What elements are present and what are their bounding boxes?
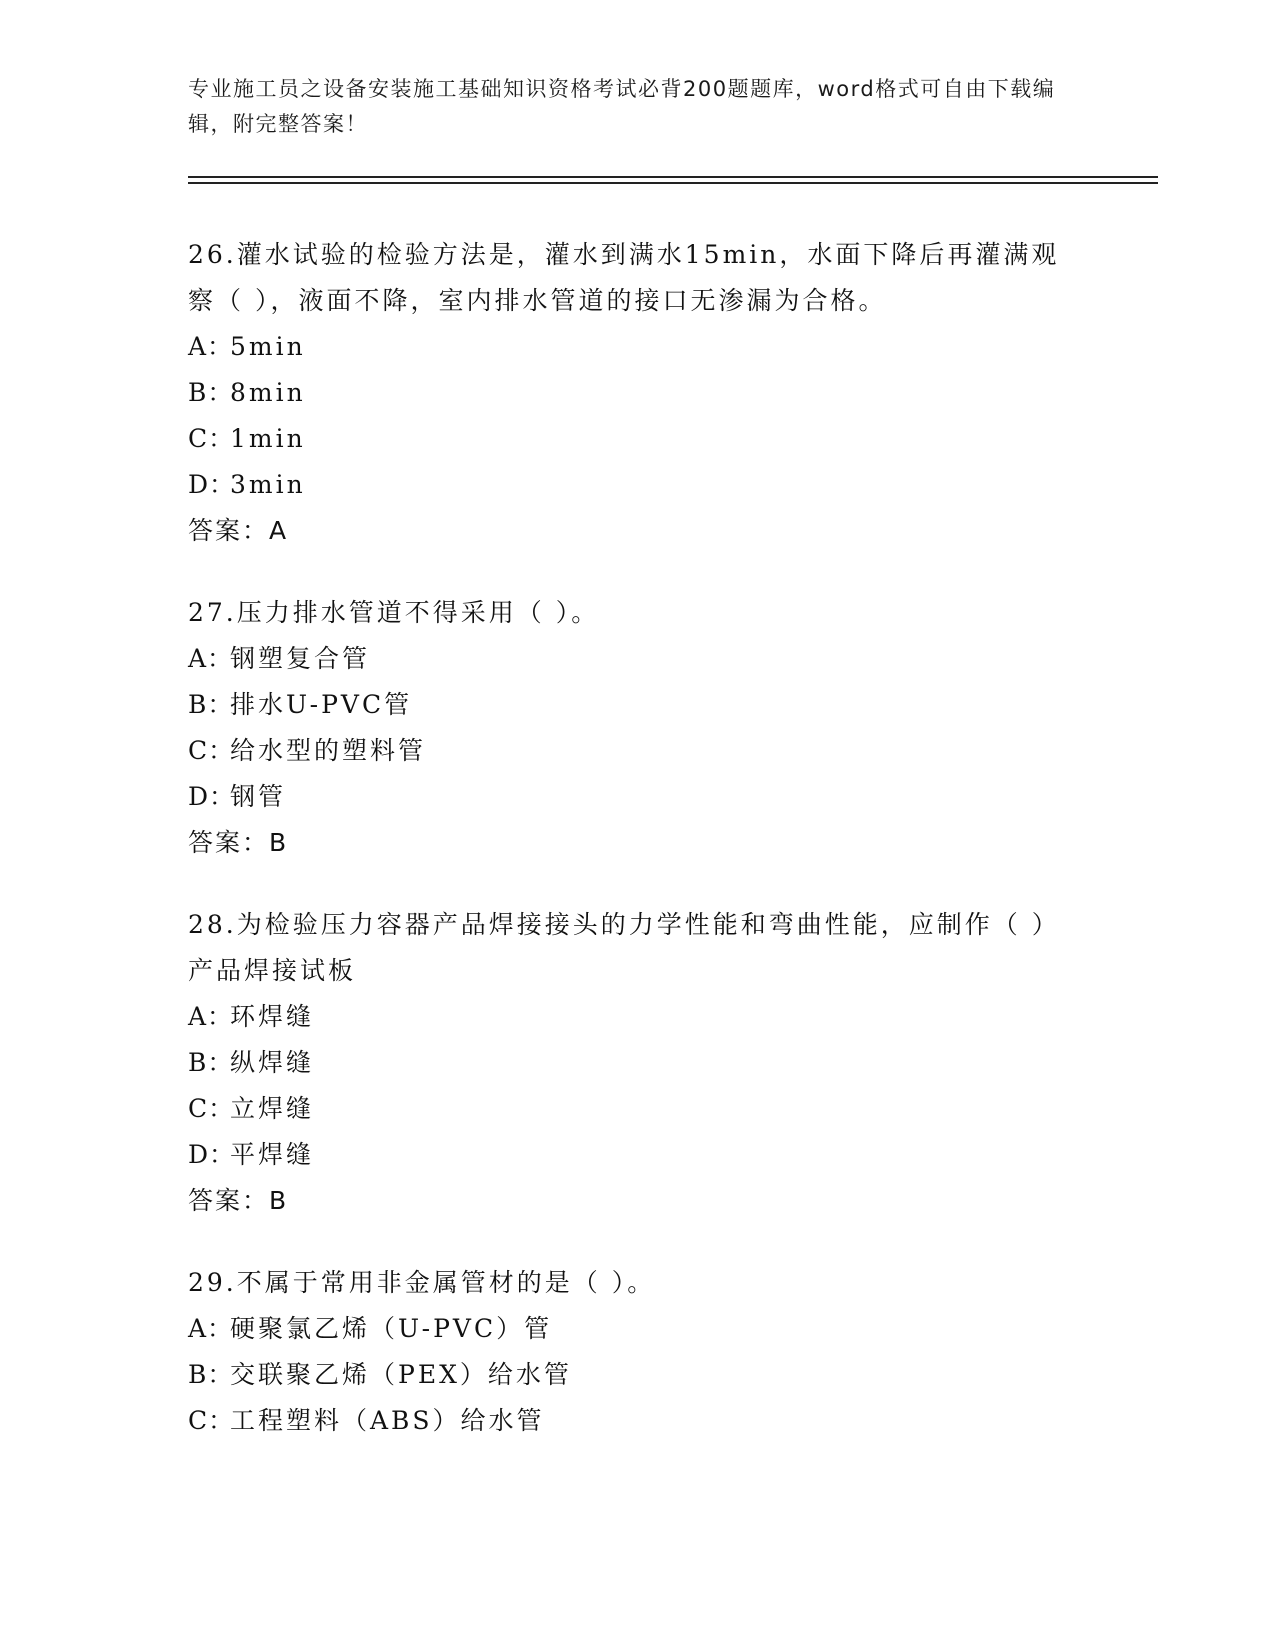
answer-line: 答案：B bbox=[188, 1186, 289, 1215]
option-c bbox=[188, 728, 1068, 774]
option-key: A： bbox=[188, 332, 234, 361]
option-b bbox=[188, 682, 1068, 728]
option-key: C： bbox=[188, 1094, 235, 1123]
question-28 bbox=[188, 902, 1068, 1224]
option-d bbox=[188, 774, 1068, 820]
question-26 bbox=[188, 232, 1068, 554]
header-divider-bottom bbox=[188, 182, 1158, 184]
option-key: A： bbox=[188, 1002, 234, 1031]
option-key: B： bbox=[188, 378, 234, 407]
option-text: 工程塑料（ABS）给水管 bbox=[230, 1406, 545, 1435]
answer-line: 答案：B bbox=[188, 828, 289, 857]
option-a bbox=[188, 324, 1068, 370]
option-key: D： bbox=[188, 782, 236, 811]
option-text: 钢塑复合管 bbox=[230, 644, 371, 673]
option-text: 1min bbox=[230, 424, 306, 453]
option-text: 3min bbox=[230, 470, 306, 499]
option-text: 立焊缝 bbox=[230, 1094, 315, 1123]
option-c bbox=[188, 1398, 1068, 1444]
question-stem: 27.压力排水管道不得采用（ ）。 bbox=[188, 598, 600, 627]
option-text: 纵焊缝 bbox=[230, 1048, 315, 1077]
header-divider-top bbox=[188, 176, 1158, 178]
question-stem: 29.不属于常用非金属管材的是（ ）。 bbox=[188, 1268, 656, 1297]
answer-line: 答案：A bbox=[188, 516, 289, 545]
option-key: C： bbox=[188, 736, 235, 765]
option-text: 5min bbox=[230, 332, 306, 361]
question-stem: 26.灌水试验的检验方法是，灌水到满水15min，水面下降后再灌满观察（ ），液面不降，室内排水管道的接口无渗漏为合格。 bbox=[188, 240, 1060, 315]
option-a bbox=[188, 994, 1068, 1040]
option-text: 8min bbox=[230, 378, 306, 407]
option-c bbox=[188, 416, 1068, 462]
option-c bbox=[188, 1086, 1068, 1132]
question-29 bbox=[188, 1260, 1068, 1444]
option-d bbox=[188, 462, 1068, 508]
option-key: A： bbox=[188, 644, 234, 673]
option-key: D： bbox=[188, 1140, 236, 1169]
option-b bbox=[188, 1040, 1068, 1086]
question-list bbox=[188, 232, 1068, 1480]
option-text: 给水型的塑料管 bbox=[230, 736, 427, 765]
option-key: B： bbox=[188, 1360, 234, 1389]
option-key: A： bbox=[188, 1314, 234, 1343]
option-text: 钢管 bbox=[230, 782, 287, 811]
question-stem: 28.为检验压力容器产品焊接接头的力学性能和弯曲性能，应制作（ ）产品焊接试板 bbox=[188, 910, 1060, 985]
option-key: B： bbox=[188, 1048, 234, 1077]
option-text: 排水U-PVC管 bbox=[230, 690, 413, 719]
option-a bbox=[188, 636, 1068, 682]
option-d bbox=[188, 1132, 1068, 1178]
option-key: D： bbox=[188, 470, 236, 499]
option-a bbox=[188, 1306, 1068, 1352]
option-key: C： bbox=[188, 424, 235, 453]
option-key: B： bbox=[188, 690, 234, 719]
option-text: 环焊缝 bbox=[230, 1002, 315, 1031]
question-27 bbox=[188, 590, 1068, 866]
option-text: 平焊缝 bbox=[230, 1140, 315, 1169]
document-intro: 专业施工员之设备安装施工基础知识资格考试必背200题题库，word格式可自由下载编辑，附完整答案！ bbox=[188, 77, 1056, 136]
option-text: 交联聚乙烯（PEX）给水管 bbox=[230, 1360, 572, 1389]
option-b bbox=[188, 370, 1068, 416]
option-key: C： bbox=[188, 1406, 235, 1435]
option-b bbox=[188, 1352, 1068, 1398]
option-text: 硬聚氯乙烯（U-PVC）管 bbox=[230, 1314, 553, 1343]
